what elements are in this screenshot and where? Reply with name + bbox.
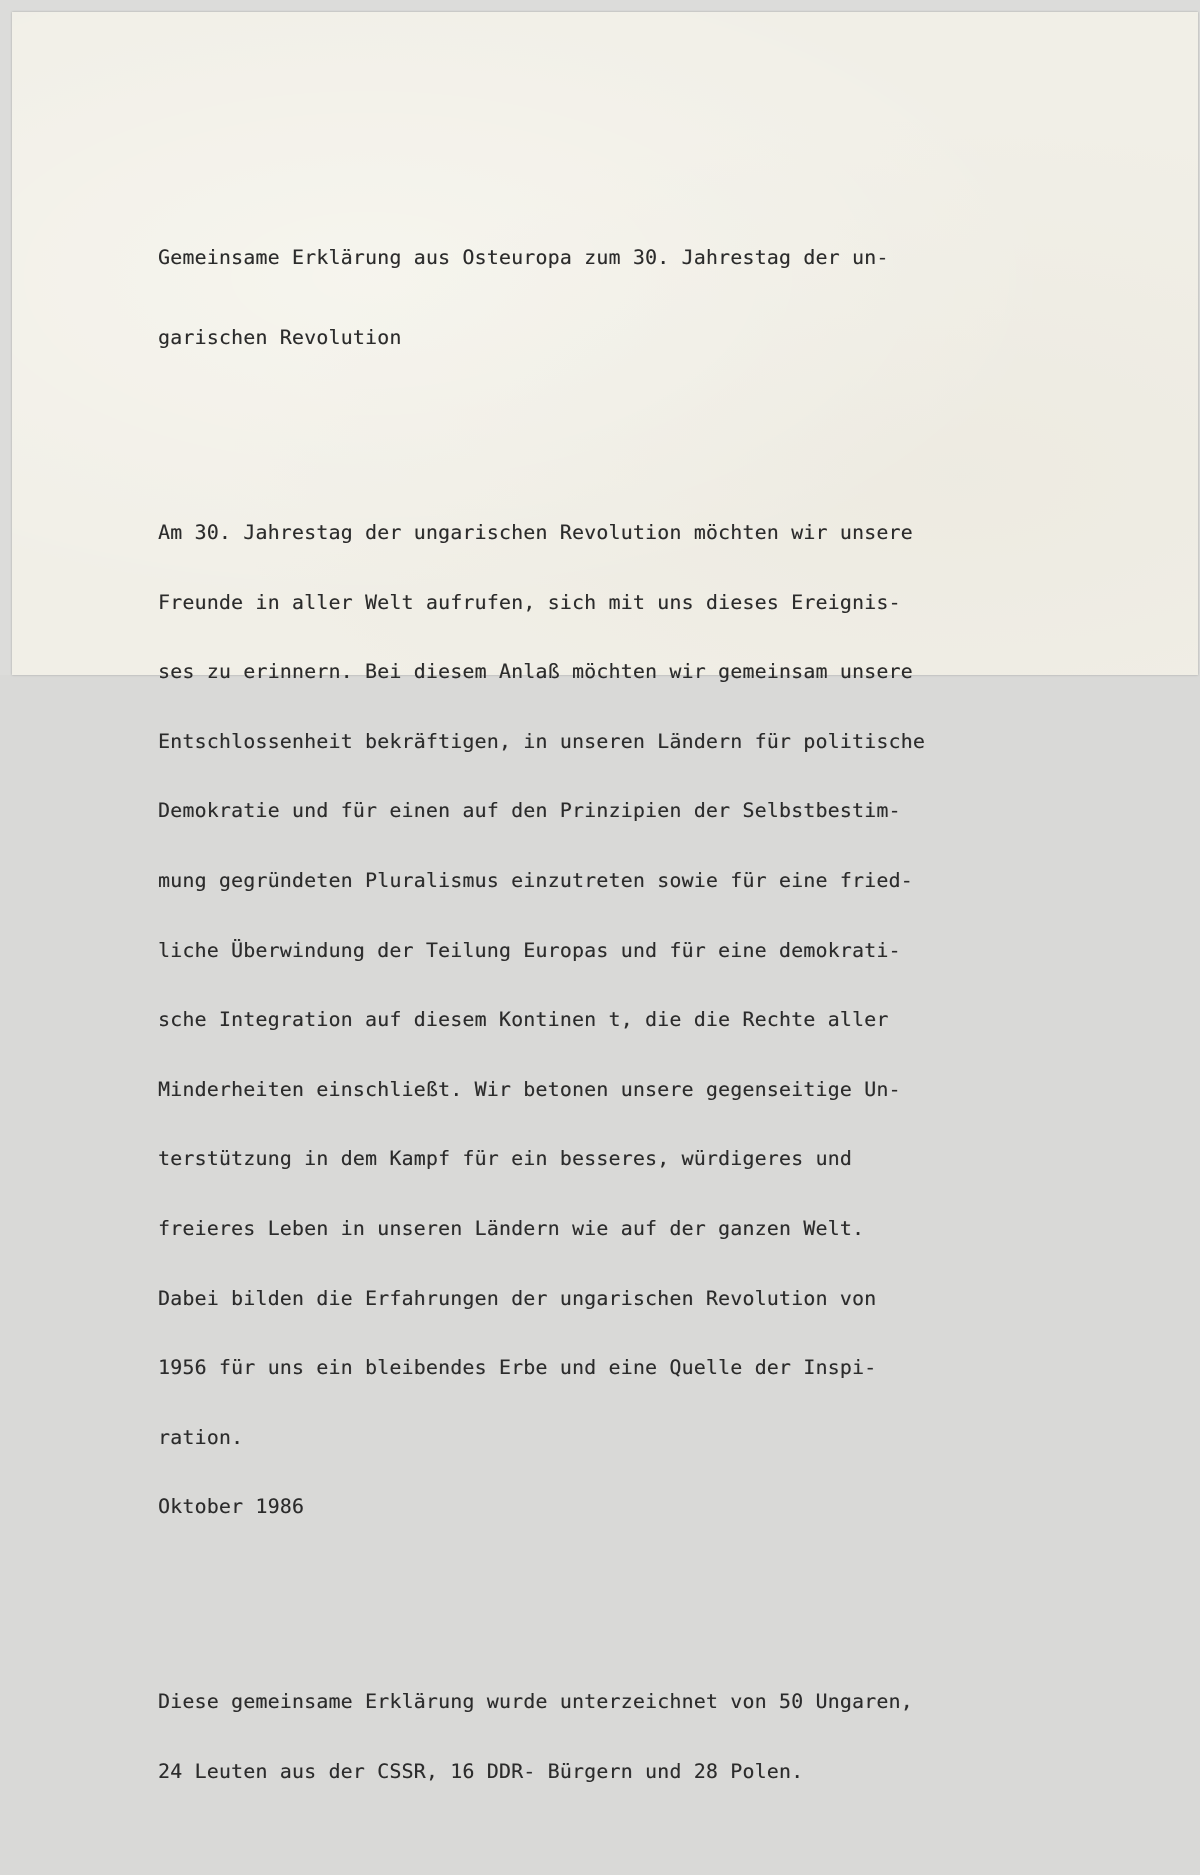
signers-line: Diese gemeinsame Erklärung wurde unterzeichnet von 50 Ungaren, [158,1689,913,1713]
body-line: sche Integration auf diesem Kontinen t, die die Rechte aller [158,1008,889,1032]
date-line: Oktober 1986 [158,1495,305,1519]
title-line: garischen Revolution [158,326,402,349]
body-line: Freunde in aller Welt aufrufen, sich mit uns dieses Ereignis- [158,590,901,614]
body-line: Minderheiten einschließt. Wir betonen unsere gegenseitige Un- [158,1077,901,1101]
body-line: ration. [158,1425,244,1449]
body-line: freieres Leben in unseren Ländern wie auf der ganzen Welt. [158,1216,865,1240]
body-line: 1956 für uns ein bleibendes Erbe und eine Quelle der Inspi- [158,1356,877,1380]
body-line: ses zu erinnern. Bei diesem Anlaß möchten wir gemeinsam unsere [158,660,913,684]
body-line: liche Überwindung der Teilung Europas und für eine demokrati- [158,938,901,962]
body-line: mung gegründeten Pluralismus einzutreten sowie für eine fried- [158,868,913,892]
body-line: Am 30. Jahrestag der ungarischen Revolution möchten wir unsere [158,521,913,544]
signers-line: 24 Leuten aus der CSSR, 16 DDR- Bürgern und 28 Polen. [158,1759,804,1783]
signers-note [158,1644,925,1829]
body-line: Demokratie und für einen auf den Prinzipien der Selbstbestim- [158,799,901,823]
body-line: Dabei bilden die Erfahrungen der ungarischen Revolution von [158,1286,877,1310]
declaration-title [158,194,925,406]
body-line: terstützung in dem Kampf für ein besseres, würdigeres und [158,1147,852,1171]
body-line: Entschlossenheit bekräftigen, in unseren Ländern für politische [158,729,926,753]
title-line: Gemeinsame Erklärung aus Osteuropa zum 30. Jahrestag der un- [158,246,889,269]
typed-text-block [158,148,925,1875]
declaration-body [158,475,925,1565]
